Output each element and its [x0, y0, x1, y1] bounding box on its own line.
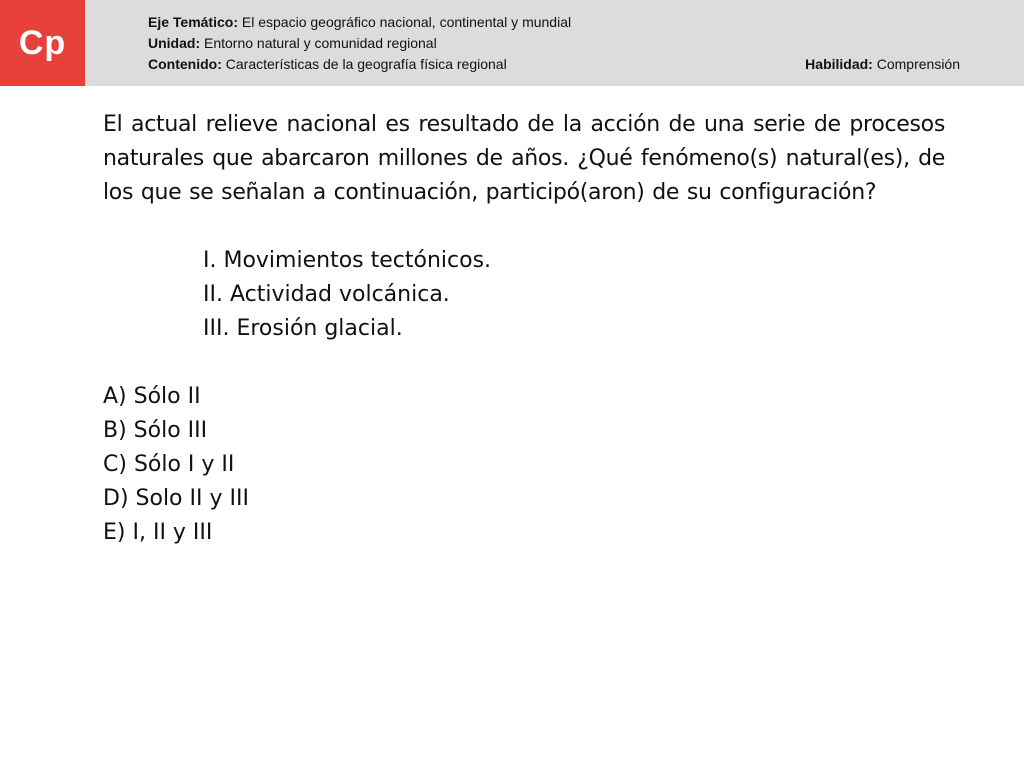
option-e: E) I, II y III [103, 520, 213, 545]
unidad-label: Unidad: [148, 35, 201, 51]
eje-tematico [148, 14, 571, 31]
unidad [148, 35, 437, 52]
statement-item: III. Erosión glacial. [203, 316, 403, 341]
eje-tematico-label: Eje Temático: [148, 14, 238, 30]
question-content [103, 108, 945, 550]
statements-list [103, 244, 945, 346]
option-a: A) Sólo II [103, 384, 201, 409]
statement-item: I. Movimientos tectónicos. [203, 248, 492, 273]
habilidad-label: Habilidad: [805, 56, 873, 72]
statement-item: II. Actividad volcánica. [203, 282, 450, 307]
habilidad [805, 56, 960, 73]
eje-tematico-value: El espacio geográfico nacional, continental y mundial [241, 14, 572, 30]
option-b: B) Sólo III [103, 418, 208, 443]
logo-text: Cp [18, 23, 67, 62]
cp-logo [0, 0, 85, 86]
question-text: El actual relieve nacional es resultado de la acción de una serie de procesos naturales que abarcaron millones de años. ¿Qué fenómeno(s) natural(es), de los que se señalan a continuación, participó(aron) de su configuración? [103, 112, 945, 205]
contenido-value: Características de la geografía física regional [225, 56, 507, 72]
unidad-value: Entorno natural y comunidad regional [204, 35, 437, 51]
contenido [148, 56, 507, 73]
contenido-label: Contenido: [148, 56, 222, 72]
answer-options [103, 380, 945, 550]
habilidad-value: Comprensión [876, 56, 960, 72]
option-c: C) Sólo I y II [103, 452, 235, 477]
option-d: D) Solo II y III [103, 486, 249, 511]
